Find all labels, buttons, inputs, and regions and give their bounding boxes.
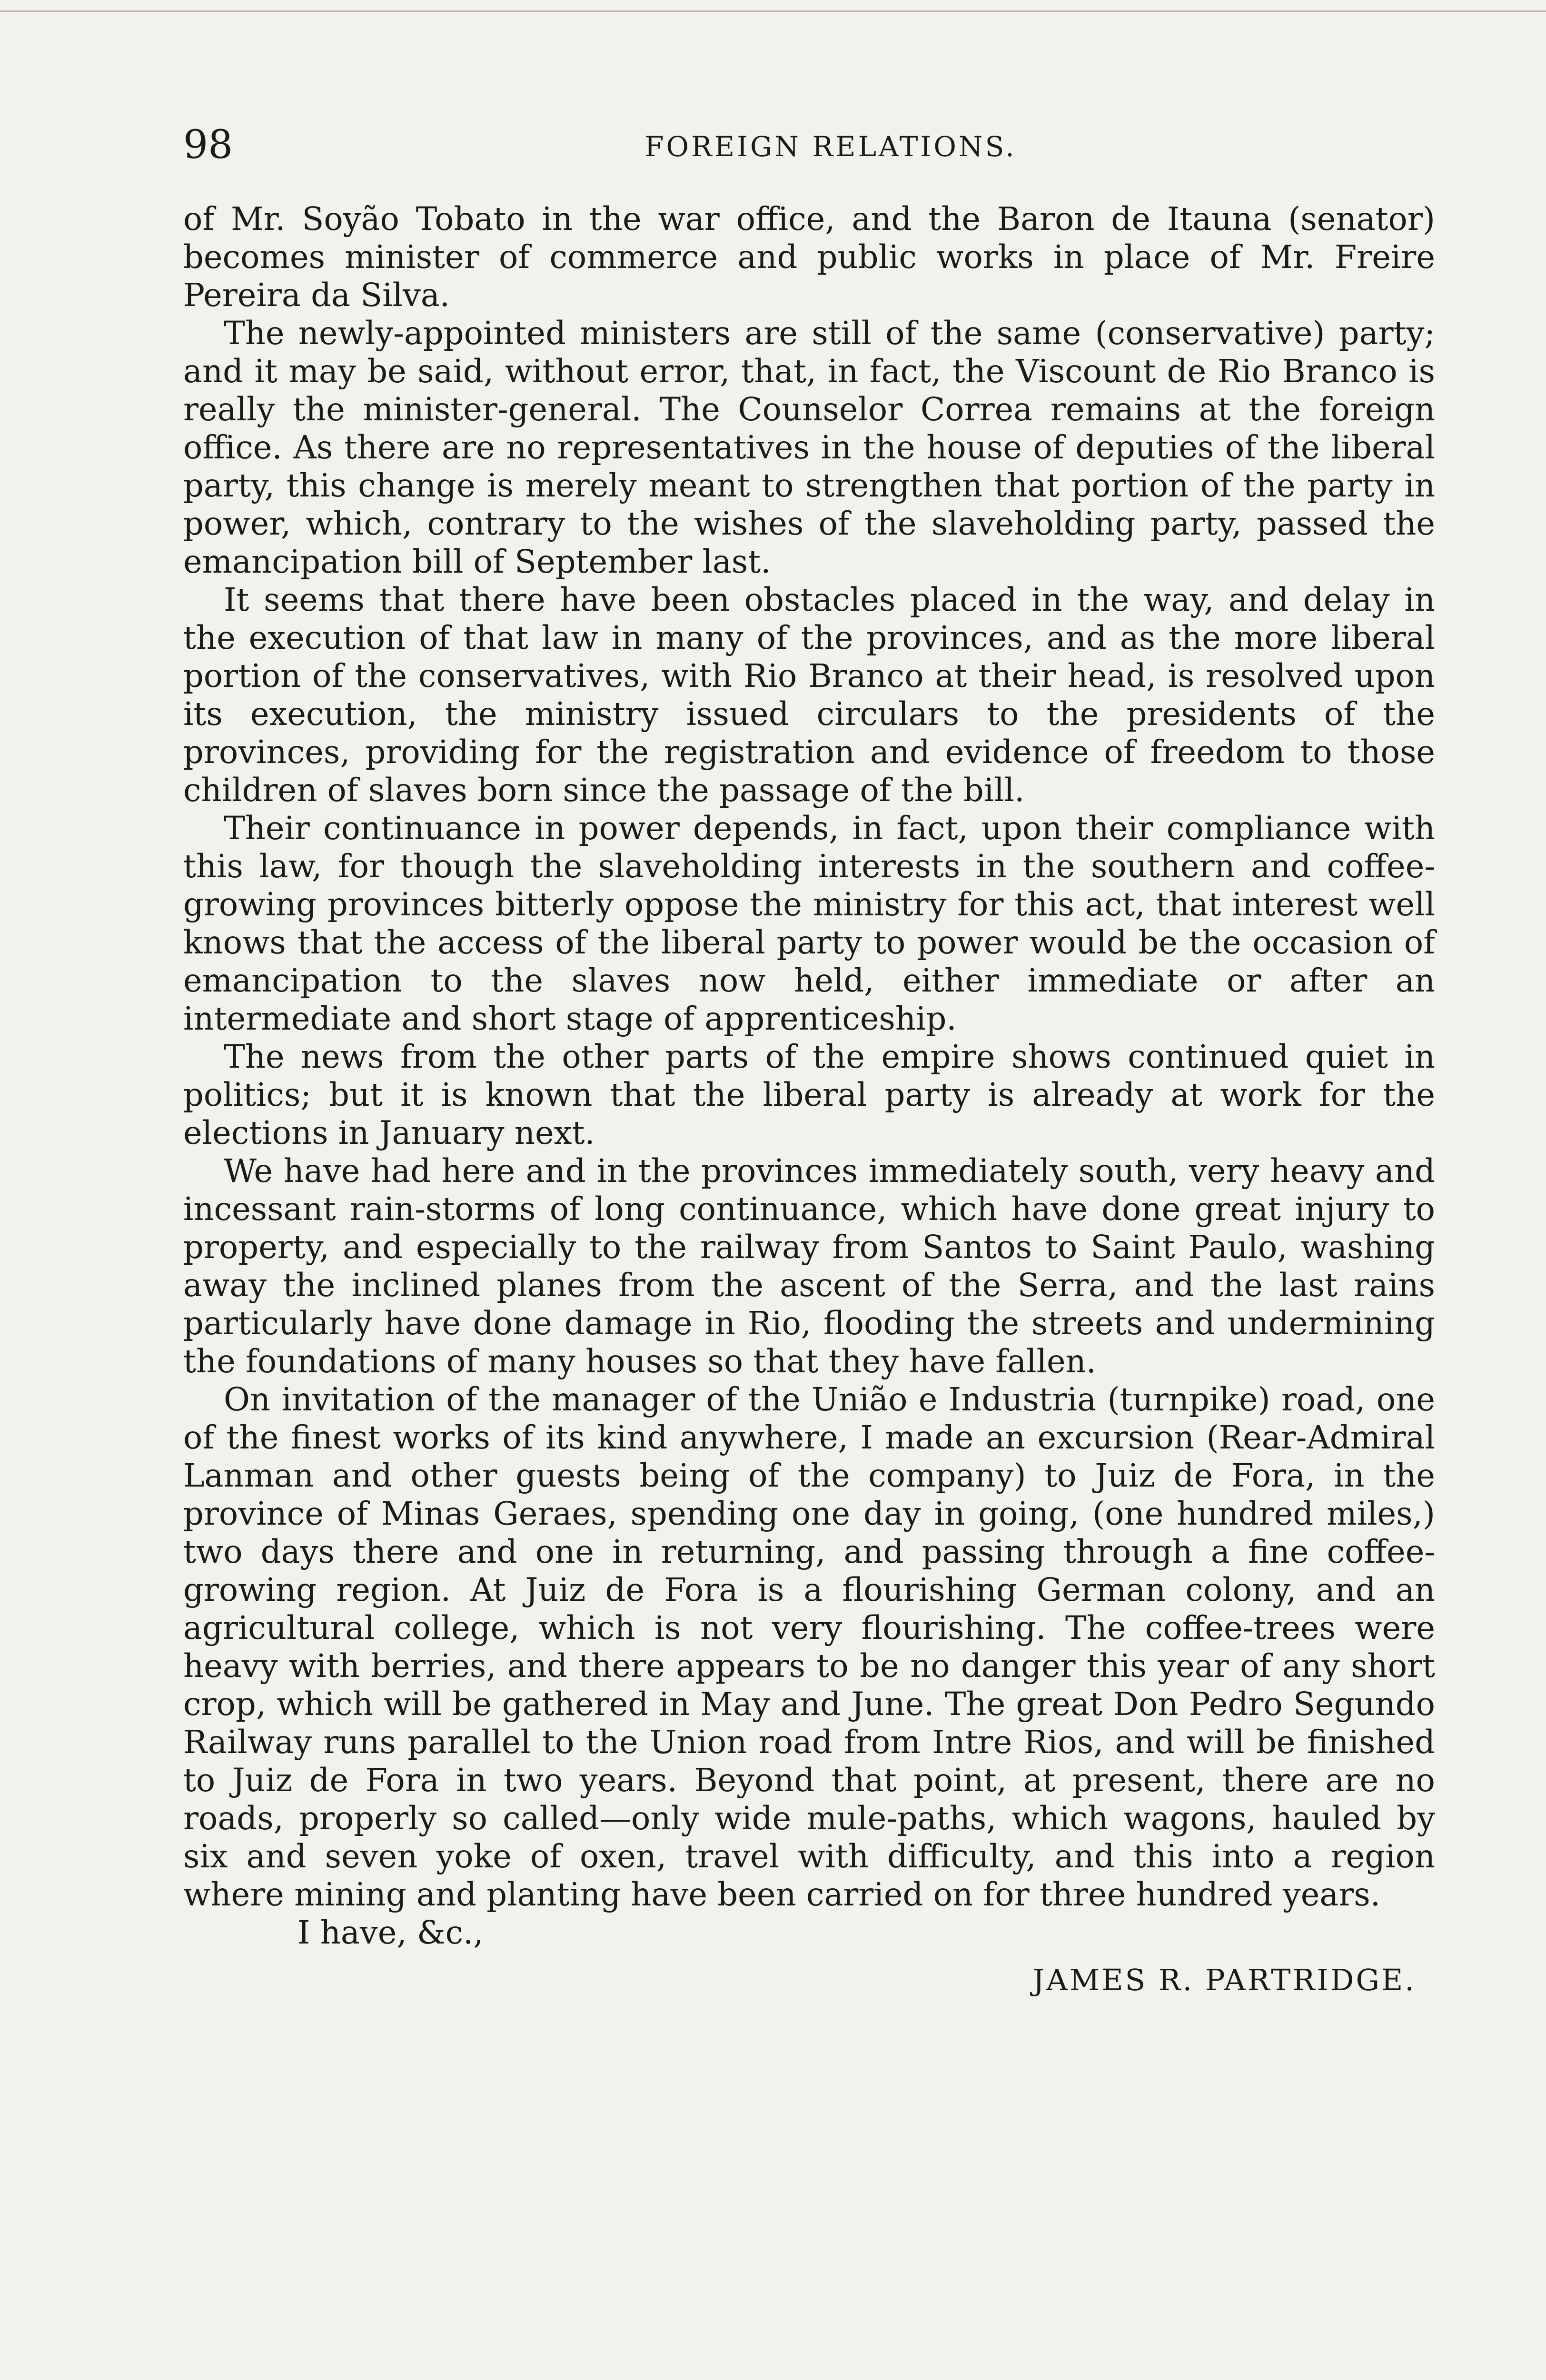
page-number: 98	[183, 122, 233, 168]
running-title: FOREIGN RELATIONS.	[644, 130, 1017, 163]
paragraph-2: The newly-appointed ministers are still of the same (conservative) party; and it may be said, without error, that, in fact, the Viscount de Rio Branco is really the minister-general. The Counselor Correa remains at the foreign office. As there are no representatives in the house of deputies of the liberal party, this change is merely meant to strengthen that portion of the party in power, which, contrary to the wishes of the slaveholding party, passed the emancipation bill of September last.	[183, 315, 1435, 580]
paragraph-7: On invitation of the manager of the União e Industria (turnpike) road, one of the finest works of its kind anywhere, I made an excursion (Rear-Admiral Lanman and other guests being of the company) to Juiz de Fora, in the province of Minas Geraes, spending one day in going, (one hundred miles,) two days there and one in returning, and passing through a fine coffee-growing region. At Juiz de Fora is a flourishing German colony, and an agricultural college, which is not very flourishing. The coffee-trees were heavy with berries, and there appears to be no danger this year of any short crop, which will be gathered in May and June. The great Don Pedro Segundo Railway runs parallel to the Union road from Intre Rios, and will be finished to Juiz de Fora in two years. Beyond that point, at present, there are no roads, properly so called—only wide mule-paths, which wagons, hauled by six and seven yoke of oxen, travel with difficulty, and this into a region where mining and planting have been carried on for three hundred years.	[183, 1381, 1435, 1913]
signature: JAMES R. PARTRIDGE.	[1032, 1963, 1416, 1997]
paragraph-6: We have had here and in the provinces immediately south, very heavy and incessant rain-storms of long continuance, which have done great injury to property, and especially to the railway from Santos to Saint Paulo, washing away the inclined planes from the ascent of the Serra, and the last rains particularly have done damage in Rio, flooding the streets and undermining the foundations of many houses so that they have fallen.	[183, 1152, 1435, 1380]
page-header	[183, 119, 1478, 171]
paragraph-4: Their continuance in power depends, in fact, upon their compliance with this law, for though the slaveholding interests in the southern and coffee-growing provinces bitterly oppose the ministry for this act, that interest well knows that the access of the liberal party to power would be the occasion of emancipation to the slaves now held, either immediate or after an intermediate and short stage of apprenticeship.	[183, 810, 1435, 1037]
closing-salutation: I have, &c.,	[297, 1914, 484, 1951]
letter-body	[183, 200, 1435, 1999]
paragraph-3: It seems that there have been obstacles placed in the way, and delay in the execution of that law in many of the provinces, and as the more liberal portion of the conservatives, with Rio Branco at their head, is resolved upon its execution, the ministry issued circulars to the presidents of the provinces, providing for the registration and evidence of freedom to those children of slaves born since the passage of the bill.	[183, 581, 1435, 809]
top-rule	[0, 10, 1546, 12]
paragraph-1: of Mr. Soyão Tobato in the war office, and the Baron de Itauna (senator) becomes minister of commerce and public works in place of Mr. Freire Pereira da Silva.	[183, 200, 1435, 314]
paragraph-5: The news from the other parts of the empire shows continued quiet in politics; but it is known that the liberal party is already at work for the elections in January next.	[183, 1038, 1435, 1151]
